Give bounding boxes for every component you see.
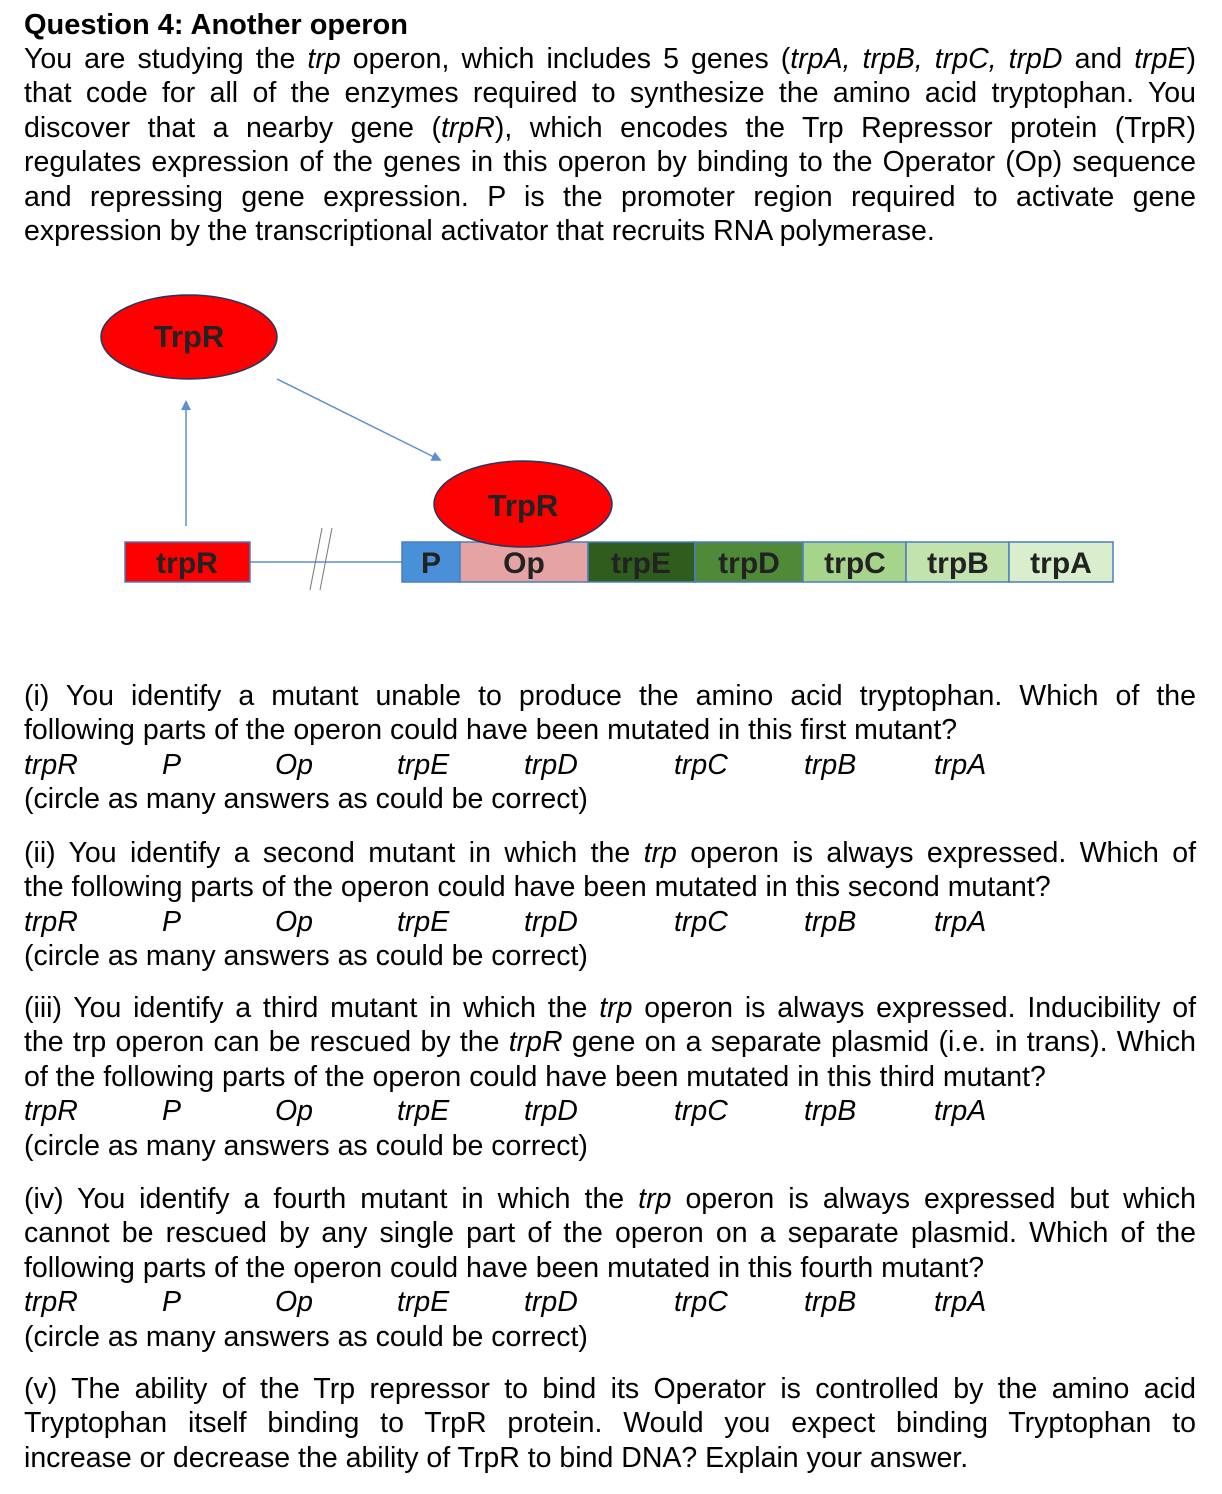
q2-options [24,905,1196,939]
q4-circle-note: (circle as many answers as could be correct) [24,1320,588,1353]
q2-option-trpB[interactable]: trpB [804,905,857,938]
q3-line-3: of the following parts of the operon could have been mutated in this third mutant? [24,1060,1046,1093]
trpr-gene-label: trpR [156,547,218,580]
q2-option-trpC[interactable]: trpC [674,905,728,938]
q1-option-trpR[interactable]: trpR [24,748,78,781]
q2-option-trpE[interactable]: trpE [397,905,450,938]
q3-option-trpC[interactable]: trpC [674,1095,728,1128]
q4-option-P[interactable]: P [162,1286,182,1319]
q2-option-P[interactable]: P [162,905,182,938]
q2-circle-note: (circle as many answers as could be correct) [24,940,588,973]
q4-option-trpC[interactable]: trpC [674,1286,728,1319]
q2-option-trpR[interactable]: trpR [24,905,78,938]
q5-line-3: increase or decrease the ability of TrpR to bind DNA? Explain your answer. [24,1441,969,1474]
binding-arrow [277,379,438,459]
q4-option-trpR[interactable]: trpR [24,1286,78,1319]
q1-option-trpA[interactable]: trpA [934,748,987,781]
q1-option-trpE[interactable]: trpE [397,748,450,781]
q3-circle-note: (circle as many answers as could be correct) [24,1129,588,1162]
q1-line-2: following parts of the operon could have been mutated in this first mutant? [24,714,958,747]
q3-option-trpA[interactable]: trpA [934,1095,987,1128]
q4-option-trpA[interactable]: trpA [934,1286,987,1319]
q1-option-trpB[interactable]: trpB [804,748,857,781]
q1-option-trpC[interactable]: trpC [674,748,728,781]
q4-option-trpD[interactable]: trpD [524,1286,578,1319]
q2-option-trpD[interactable]: trpD [524,905,578,938]
trpc-gene-label: trpC [824,547,886,580]
q4-option-trpE[interactable]: trpE [397,1286,450,1319]
q2-line-1: (ii) You identify a second mutant in which the trp operon is always expressed. Which of [24,837,1196,869]
q4-line-2: cannot be rescued by any single part of the operon on a separate plasmid. Which of the [24,1217,1196,1250]
q4-options [24,1285,1196,1319]
question-title: Question 4: Another operon [24,9,408,41]
q3-option-Op[interactable]: Op [275,1095,314,1128]
question-iii [24,991,1196,1163]
operon-diagram [0,290,1222,620]
question-ii [24,836,1196,974]
trpa-gene-label: trpA [1030,547,1092,580]
q3-line-2: the trp operon can be rescued by the trpR gene on a separate plasmid (i.e. in trans). Which [24,1026,1196,1059]
q4-line-3: following parts of the operon could have been mutated in this fourth mutant? [24,1251,985,1284]
q3-line-1: (iii) You identify a third mutant in which the trp operon is always expressed. Inducibility of [24,992,1196,1024]
trpb-gene-label: trpB [927,547,989,580]
q4-option-trpB[interactable]: trpB [804,1286,857,1319]
trpr-protein-free-label: TrpR [153,319,225,354]
intro-line-6: expression by the transcriptional activator that recruits RNA polymerase. [24,214,935,247]
q1-option-P[interactable]: P [162,748,182,781]
intro-paragraph [24,42,1196,248]
q4-option-Op[interactable]: Op [275,1286,314,1319]
q3-option-P[interactable]: P [162,1095,182,1128]
q4-line-1: (iv) You identify a fourth mutant in which the trp operon is always expressed but which [24,1183,1196,1215]
trpr-protein-bound-label: TrpR [487,488,559,523]
intro-line-1: You are studying the trp operon, which includes 5 genes (trpA, trpB, trpC, trpD and trpE) [24,43,1197,75]
q3-option-trpE[interactable]: trpE [397,1095,450,1128]
q1-options [24,748,1196,782]
question-iv [24,1182,1196,1354]
q2-option-trpA[interactable]: trpA [934,905,987,938]
q3-option-trpB[interactable]: trpB [804,1095,857,1128]
intro-line-4: regulates expression of the genes in this operon by binding to the Operator (Op) sequence [24,146,1196,179]
operator-label: Op [503,547,545,580]
q3-options [24,1094,1196,1128]
q5-line-2: Tryptophan itself binding to TrpR protein. Would you expect binding Tryptophan to [24,1407,1196,1440]
promoter-label: P [420,547,442,580]
q5-line-1: (v) The ability of the Trp repressor to bind its Operator is controlled by the amino acid [24,1373,1196,1405]
q1-option-Op[interactable]: Op [275,748,314,781]
intro-line-3: discover that a nearby gene (trpR), which encodes the Trp Repressor protein (TrpR) [24,111,1196,144]
break-mark-1 [310,528,322,590]
question-i [24,679,1196,817]
q3-option-trpR[interactable]: trpR [24,1095,78,1128]
q3-option-trpD[interactable]: trpD [524,1095,578,1128]
q2-option-Op[interactable]: Op [275,905,314,938]
question-v [24,1372,1196,1475]
break-mark-2 [320,528,332,590]
trpe-gene-label: trpE [611,547,671,580]
intro-line-2: that code for all of the enzymes required to synthesize the amino acid tryptophan. You [24,77,1196,110]
intro-line-5: and repressing gene expression. P is the promoter region required to activate gene [24,180,1196,213]
q1-line-1: (i) You identify a mutant unable to produce the amino acid tryptophan. Which of the [24,680,1196,712]
trpd-gene-label: trpD [718,547,780,580]
q1-option-trpD[interactable]: trpD [524,748,578,781]
q1-circle-note: (circle as many answers as could be correct) [24,783,588,816]
q2-line-2: the following parts of the operon could have been mutated in this second mutant? [24,871,1051,904]
